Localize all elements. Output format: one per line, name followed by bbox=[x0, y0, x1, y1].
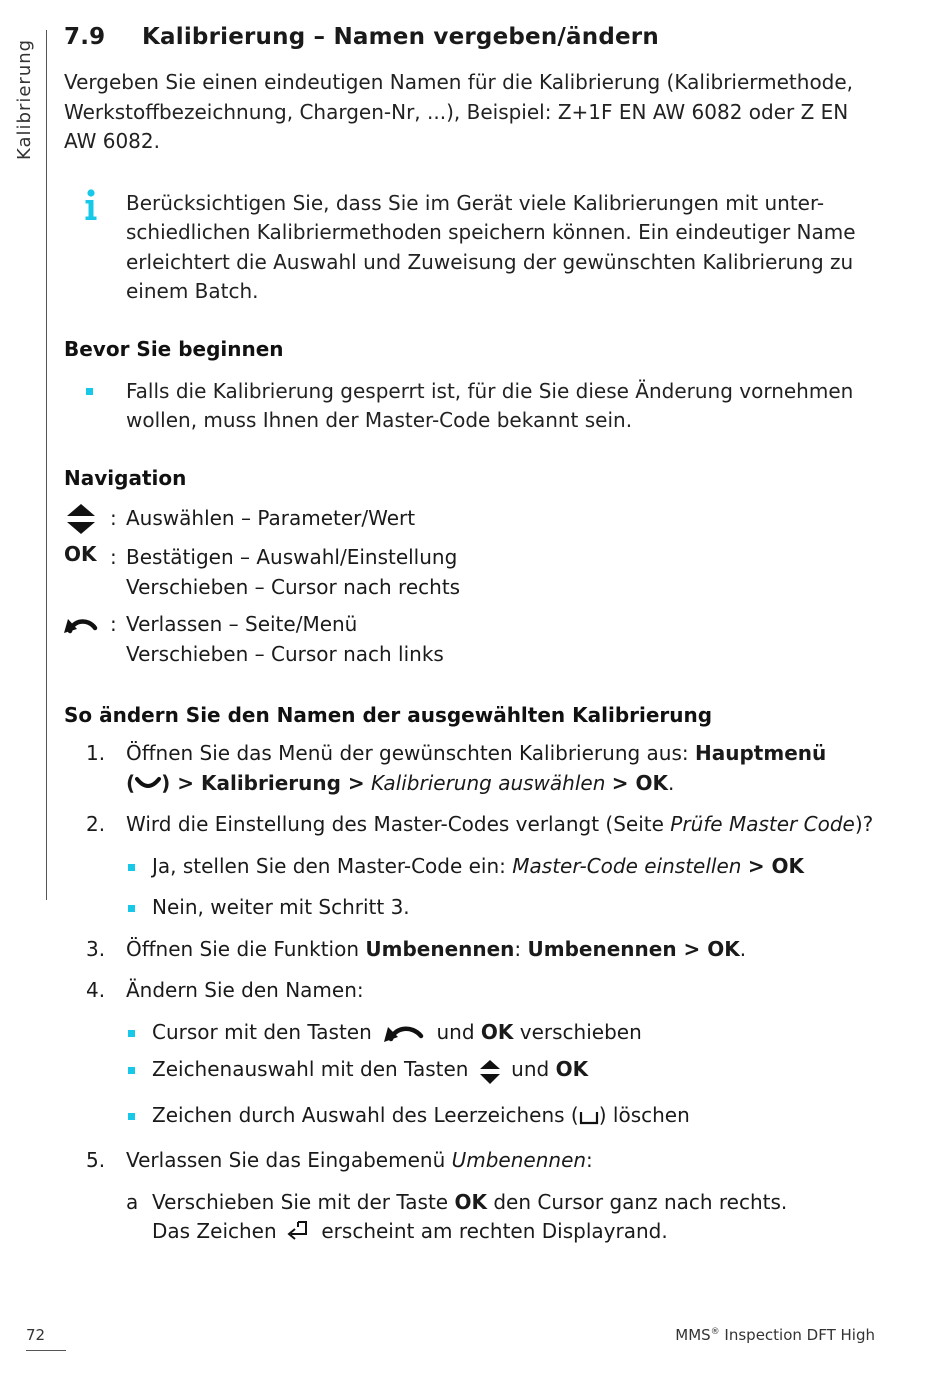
punct: : bbox=[514, 936, 528, 961]
back-arrow-icon bbox=[64, 610, 110, 669]
sub-text: ) löschen bbox=[598, 1102, 690, 1127]
nav-back: : Verlassen – Seite/Menü Verschieben – Cursor nach links bbox=[64, 610, 884, 669]
paren-open: ( bbox=[126, 770, 136, 795]
before-bullet-text: Falls die Kalibrierung gesperrt ist, für die Sie diese Änderung vornehmen wollen, muss Ihnen der Master-Code bekannt sein. bbox=[126, 378, 854, 432]
info-note bbox=[64, 189, 884, 307]
enter-icon bbox=[286, 1222, 312, 1243]
step-4-text: Ändern Sie den Namen: bbox=[126, 978, 364, 1002]
product-brand: MMS bbox=[675, 1326, 711, 1344]
sub-text: und bbox=[511, 1057, 550, 1081]
navigation-heading: Navigation bbox=[64, 465, 187, 490]
sub-text: Cursor mit den Tasten bbox=[152, 1019, 372, 1044]
before-bullet bbox=[64, 377, 884, 436]
sub-letter: a bbox=[126, 1189, 139, 1214]
step-3-text: Öffnen Sie die Funktion bbox=[126, 936, 366, 961]
nav-ok-line1: Bestätigen – Auswahl/Einstellung bbox=[126, 545, 458, 569]
punct: : bbox=[586, 1148, 593, 1172]
product-model: Inspection DFT High bbox=[719, 1326, 875, 1344]
step-4-sub-select bbox=[126, 1055, 884, 1085]
footer-divider bbox=[26, 1350, 66, 1351]
step-2 bbox=[64, 810, 884, 840]
side-tab-label: Kalibrierung bbox=[14, 38, 35, 160]
sub-ok: > OK bbox=[747, 853, 805, 878]
step-3 bbox=[64, 935, 884, 965]
bullet-marker bbox=[86, 388, 93, 395]
section-title: Kalibrierung – Namen vergeben/ändern bbox=[142, 24, 659, 50]
registered-mark: ® bbox=[710, 1327, 720, 1337]
step-number: 3. bbox=[86, 936, 106, 961]
chevron-down-icon bbox=[135, 778, 161, 790]
bullet-marker bbox=[128, 864, 135, 871]
sub-text: erscheint am rechten Displayrand. bbox=[321, 1219, 668, 1243]
punct: . bbox=[667, 770, 675, 795]
menu-path-calibration: ) > Kalibrierung > bbox=[161, 770, 365, 795]
nav-up-down: : Auswählen – Parameter/Wert bbox=[64, 504, 884, 534]
step-2-sub-no bbox=[126, 893, 884, 923]
step-4-sub-cursor bbox=[126, 1018, 884, 1048]
ok-key-label: OK bbox=[454, 1189, 487, 1214]
page-content bbox=[64, 24, 884, 1247]
page-number: 72 bbox=[26, 1326, 46, 1344]
step-number: 5. bbox=[86, 1148, 106, 1172]
info-text: Berücksichtigen Sie, dass Sie im Gerät viele Kalibrierungen mit unter-schiedlichen Kalibriermethoden speichern können. Ein eindeutiger Name erleichtert die Auswahl und Zuweisung der gewünschten Kalibrierung zu einem Batch. bbox=[126, 190, 856, 303]
bullet-marker bbox=[128, 905, 135, 912]
page-reference: Prüfe Master Code bbox=[670, 812, 855, 836]
punct: . bbox=[739, 936, 747, 961]
procedure-heading: So ändern Sie den Namen der ausgewählten Kalibrierung bbox=[64, 703, 713, 727]
section-number: 7.9 bbox=[64, 24, 106, 50]
sub-menu-ref: Master-Code einstellen bbox=[512, 853, 742, 878]
sub-text: Nein, weiter mit Schritt 3. bbox=[152, 895, 410, 919]
step-4 bbox=[64, 976, 884, 1006]
function-path: Umbenennen > OK bbox=[527, 936, 740, 961]
step-number: 1. bbox=[86, 741, 106, 765]
step-2-text: Wird die Einstellung des Master-Codes verlangt (Seite bbox=[126, 812, 671, 836]
step-2-sub-yes bbox=[126, 852, 884, 882]
nav-ok-line2: Verschieben – Cursor nach rechts bbox=[126, 574, 461, 599]
side-tab bbox=[10, 30, 47, 900]
step-4-sub-delete bbox=[126, 1101, 884, 1131]
nav-ok: OK : Bestätigen – Auswahl/Einstellung Verschieben – Cursor nach rechts bbox=[64, 543, 884, 602]
before-heading: Bevor Sie beginnen bbox=[64, 336, 284, 361]
step-5-text: Verlassen Sie das Eingabemenü bbox=[126, 1148, 452, 1172]
nav-back-line1: Verlassen – Seite/Menü bbox=[126, 612, 358, 636]
bullet-marker bbox=[128, 1030, 135, 1037]
sub-text: Zeichenauswahl mit den Tasten bbox=[152, 1057, 469, 1081]
menu-path-ok: > OK bbox=[611, 770, 668, 795]
nav-up-down-text: Auswählen – Parameter/Wert bbox=[126, 505, 416, 530]
space-char-icon bbox=[579, 1107, 599, 1125]
sub-text: Zeichen durch Auswahl des Leerzeichens ( bbox=[152, 1102, 579, 1127]
sub-text: Verschieben Sie mit der Taste bbox=[152, 1189, 455, 1214]
sub-text: Das Zeichen bbox=[152, 1219, 277, 1243]
bullet-marker bbox=[128, 1067, 135, 1074]
ok-key-label: OK bbox=[480, 1019, 514, 1044]
intro-paragraph: Vergeben Sie einen eindeutigen Namen für die Kalibrierung (Kalibriermethode, Werkstoffbezeichnung, Chargen-Nr, ...), Beispiel: Z+1F EN AW 6082 oder Z EN AW 6082. bbox=[64, 70, 854, 153]
sub-text: und bbox=[436, 1019, 475, 1044]
sub-text: Ja, stellen Sie den Master-Code ein: bbox=[152, 853, 513, 878]
step-number: 2. bbox=[86, 812, 106, 836]
step-1-text: Öffnen Sie das Menü der gewünschten Kalibrierung aus: bbox=[126, 741, 695, 765]
info-icon bbox=[64, 189, 126, 307]
step-5 bbox=[64, 1146, 884, 1176]
sub-text: verschieben bbox=[519, 1019, 642, 1044]
step-5-sub-a bbox=[126, 1188, 884, 1247]
up-down-arrow-icon bbox=[479, 1057, 501, 1085]
product-name bbox=[675, 1326, 875, 1344]
ok-key-label: OK bbox=[555, 1057, 589, 1081]
ok-key-label: OK bbox=[64, 542, 97, 566]
nav-back-line2: Verschieben – Cursor nach links bbox=[126, 641, 444, 666]
up-down-arrow-icon bbox=[64, 504, 110, 534]
menu-ref: Umbenennen bbox=[451, 1148, 587, 1172]
back-arrow-icon bbox=[384, 1024, 424, 1043]
menu-path-main: Hauptmenü bbox=[695, 741, 827, 765]
section-heading bbox=[64, 24, 884, 50]
sub-text: den Cursor ganz nach rechts. bbox=[486, 1189, 788, 1214]
bullet-marker bbox=[128, 1113, 135, 1120]
menu-path-select: Kalibrierung auswählen bbox=[371, 770, 606, 795]
step-1 bbox=[64, 739, 884, 798]
function-name: Umbenennen bbox=[365, 936, 515, 961]
procedure-steps bbox=[64, 739, 884, 1247]
step-number: 4. bbox=[86, 978, 106, 1002]
punct: )? bbox=[854, 812, 874, 836]
